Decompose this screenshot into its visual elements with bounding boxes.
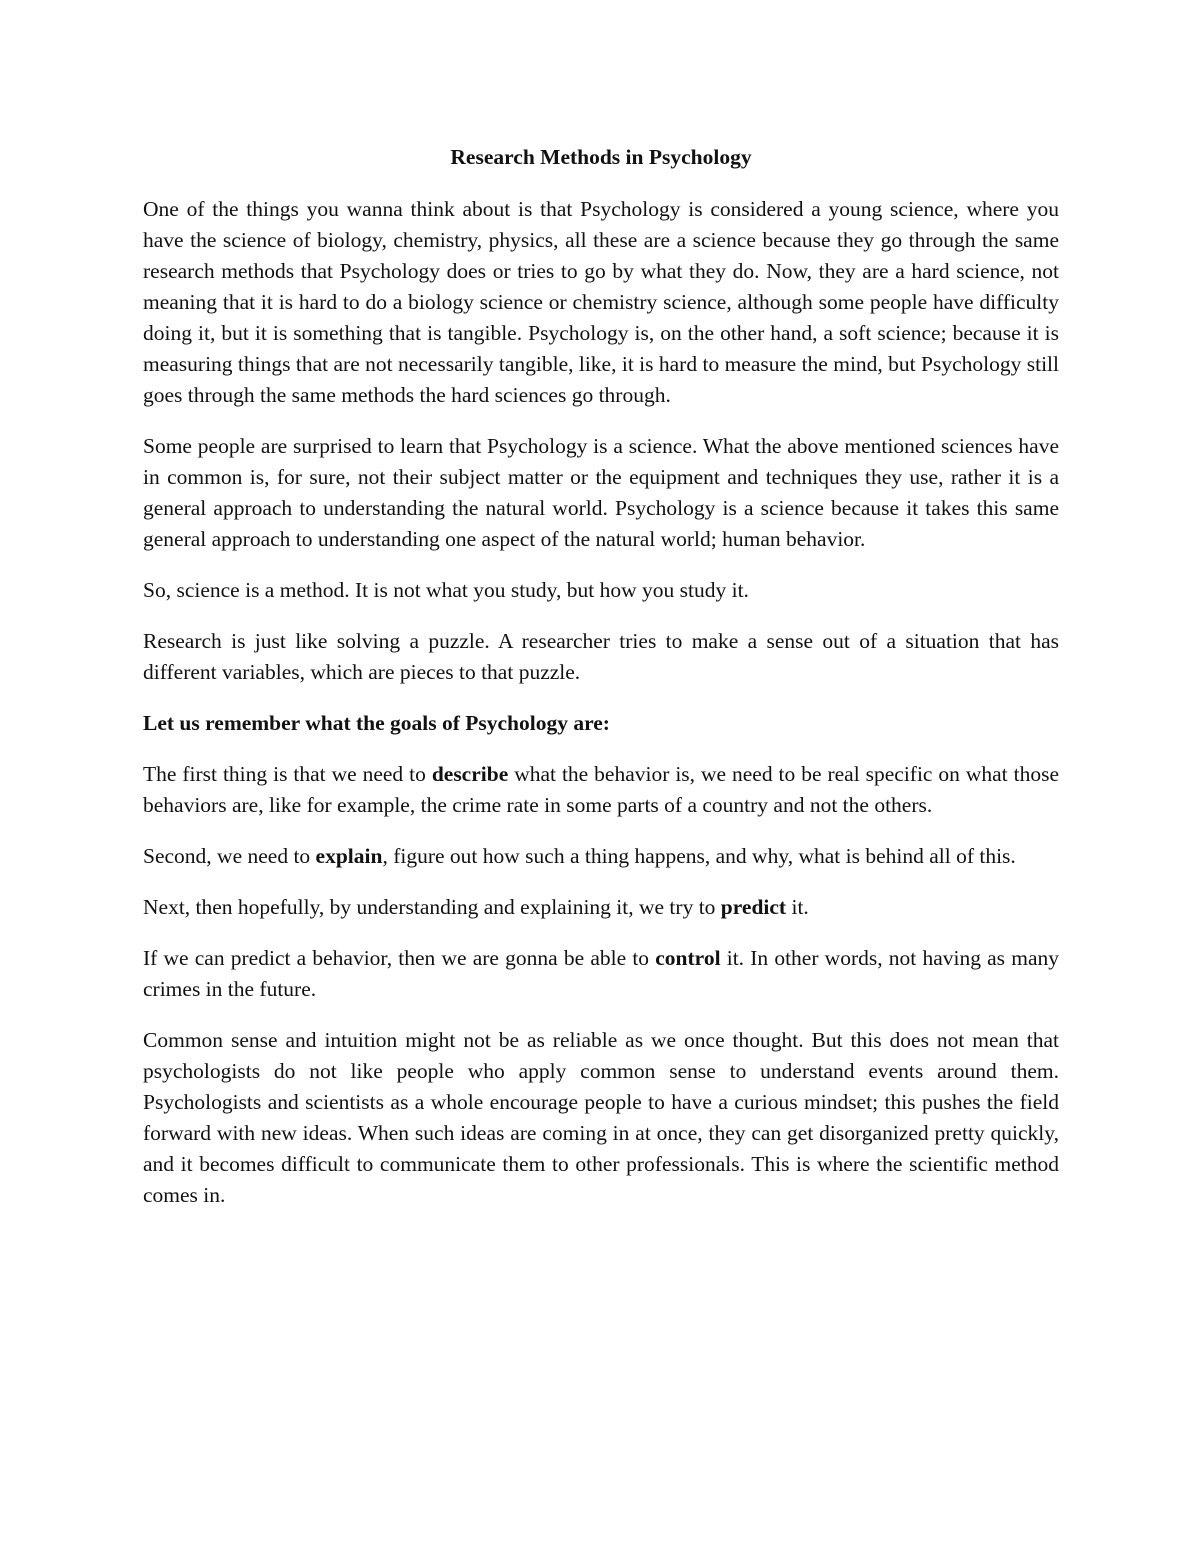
goal-explain-before: Second, we need to	[143, 844, 316, 868]
goal-describe-paragraph	[143, 759, 1059, 821]
goal-predict-before: Next, then hopefully, by understanding and explaining it, we try to	[143, 895, 721, 919]
method-paragraph: So, science is a method. It is not what you study, but how you study it.	[143, 578, 749, 602]
goal-control-after: it. In other words, not having as many crimes in the future.	[143, 946, 1059, 1001]
intro-paragraph: One of the things you wanna think about is that Psychology is considered a young science, where you have the science of biology, chemistry, physics, all these are a science because they go through the same research methods that Psychology does or tries to go by what they do. Now, they are a hard science, not meaning that it is hard to do a biology science or chemistry science, although some people have difficulty doing it, but it is something that is tangible. Psychology is, on the other hand, a soft science; because it is measuring things that are not necessarily tangible, like, it is hard to measure the mind, but Psychology still goes through the same methods the hard sciences go through.	[143, 197, 1059, 407]
goal-predict-keyword: predict	[720, 895, 787, 919]
goal-describe-after: what the behavior is, we need to be real specific on what those behaviors are, like for example, the crime rate in some parts of a country and not the others.	[143, 762, 1059, 817]
goals-heading: Let us remember what the goals of Psychology are:	[143, 711, 610, 735]
goal-control-keyword: control	[655, 946, 721, 970]
goal-explain-paragraph	[143, 841, 1059, 872]
goal-explain-keyword: explain	[315, 844, 383, 868]
document-title: Research Methods in Psychology	[450, 145, 752, 169]
goal-describe-keyword: describe	[431, 762, 509, 786]
goal-predict-paragraph	[143, 892, 1059, 923]
goal-predict-after: it.	[786, 895, 809, 919]
goal-control-before: If we can predict a behavior, then we are gonna be able to	[143, 946, 656, 970]
common-sense-paragraph: Common sense and intuition might not be as reliable as we once thought. But this does not mean that psychologists do not like people who apply common sense to understand events around them. Psychologists and scientists as a whole encourage people to have a curious mindset; this pushes the field forward with new ideas. When such ideas are coming in at once, they can get disorganized pretty quickly, and it becomes difficult to communicate them to other professionals. This is where the scientific method comes in.	[143, 1028, 1059, 1207]
document-body	[143, 143, 1059, 1231]
goal-explain-after: , figure out how such a thing happens, and why, what is behind all of this.	[382, 844, 1016, 868]
science-paragraph: Some people are surprised to learn that Psychology is a science. What the above mentioned sciences have in common is, for sure, not their subject matter or the equipment and techniques they use, rather it is a general approach to understanding the natural world. Psychology is a science because it takes this same general approach to understanding one aspect of the natural world; human behavior.	[143, 434, 1059, 551]
goal-control-paragraph	[143, 943, 1059, 1005]
goal-describe-before: The first thing is that we need to	[143, 762, 432, 786]
puzzle-paragraph: Research is just like solving a puzzle. A researcher tries to make a sense out of a situation that has different variables, which are pieces to that puzzle.	[143, 629, 1059, 684]
